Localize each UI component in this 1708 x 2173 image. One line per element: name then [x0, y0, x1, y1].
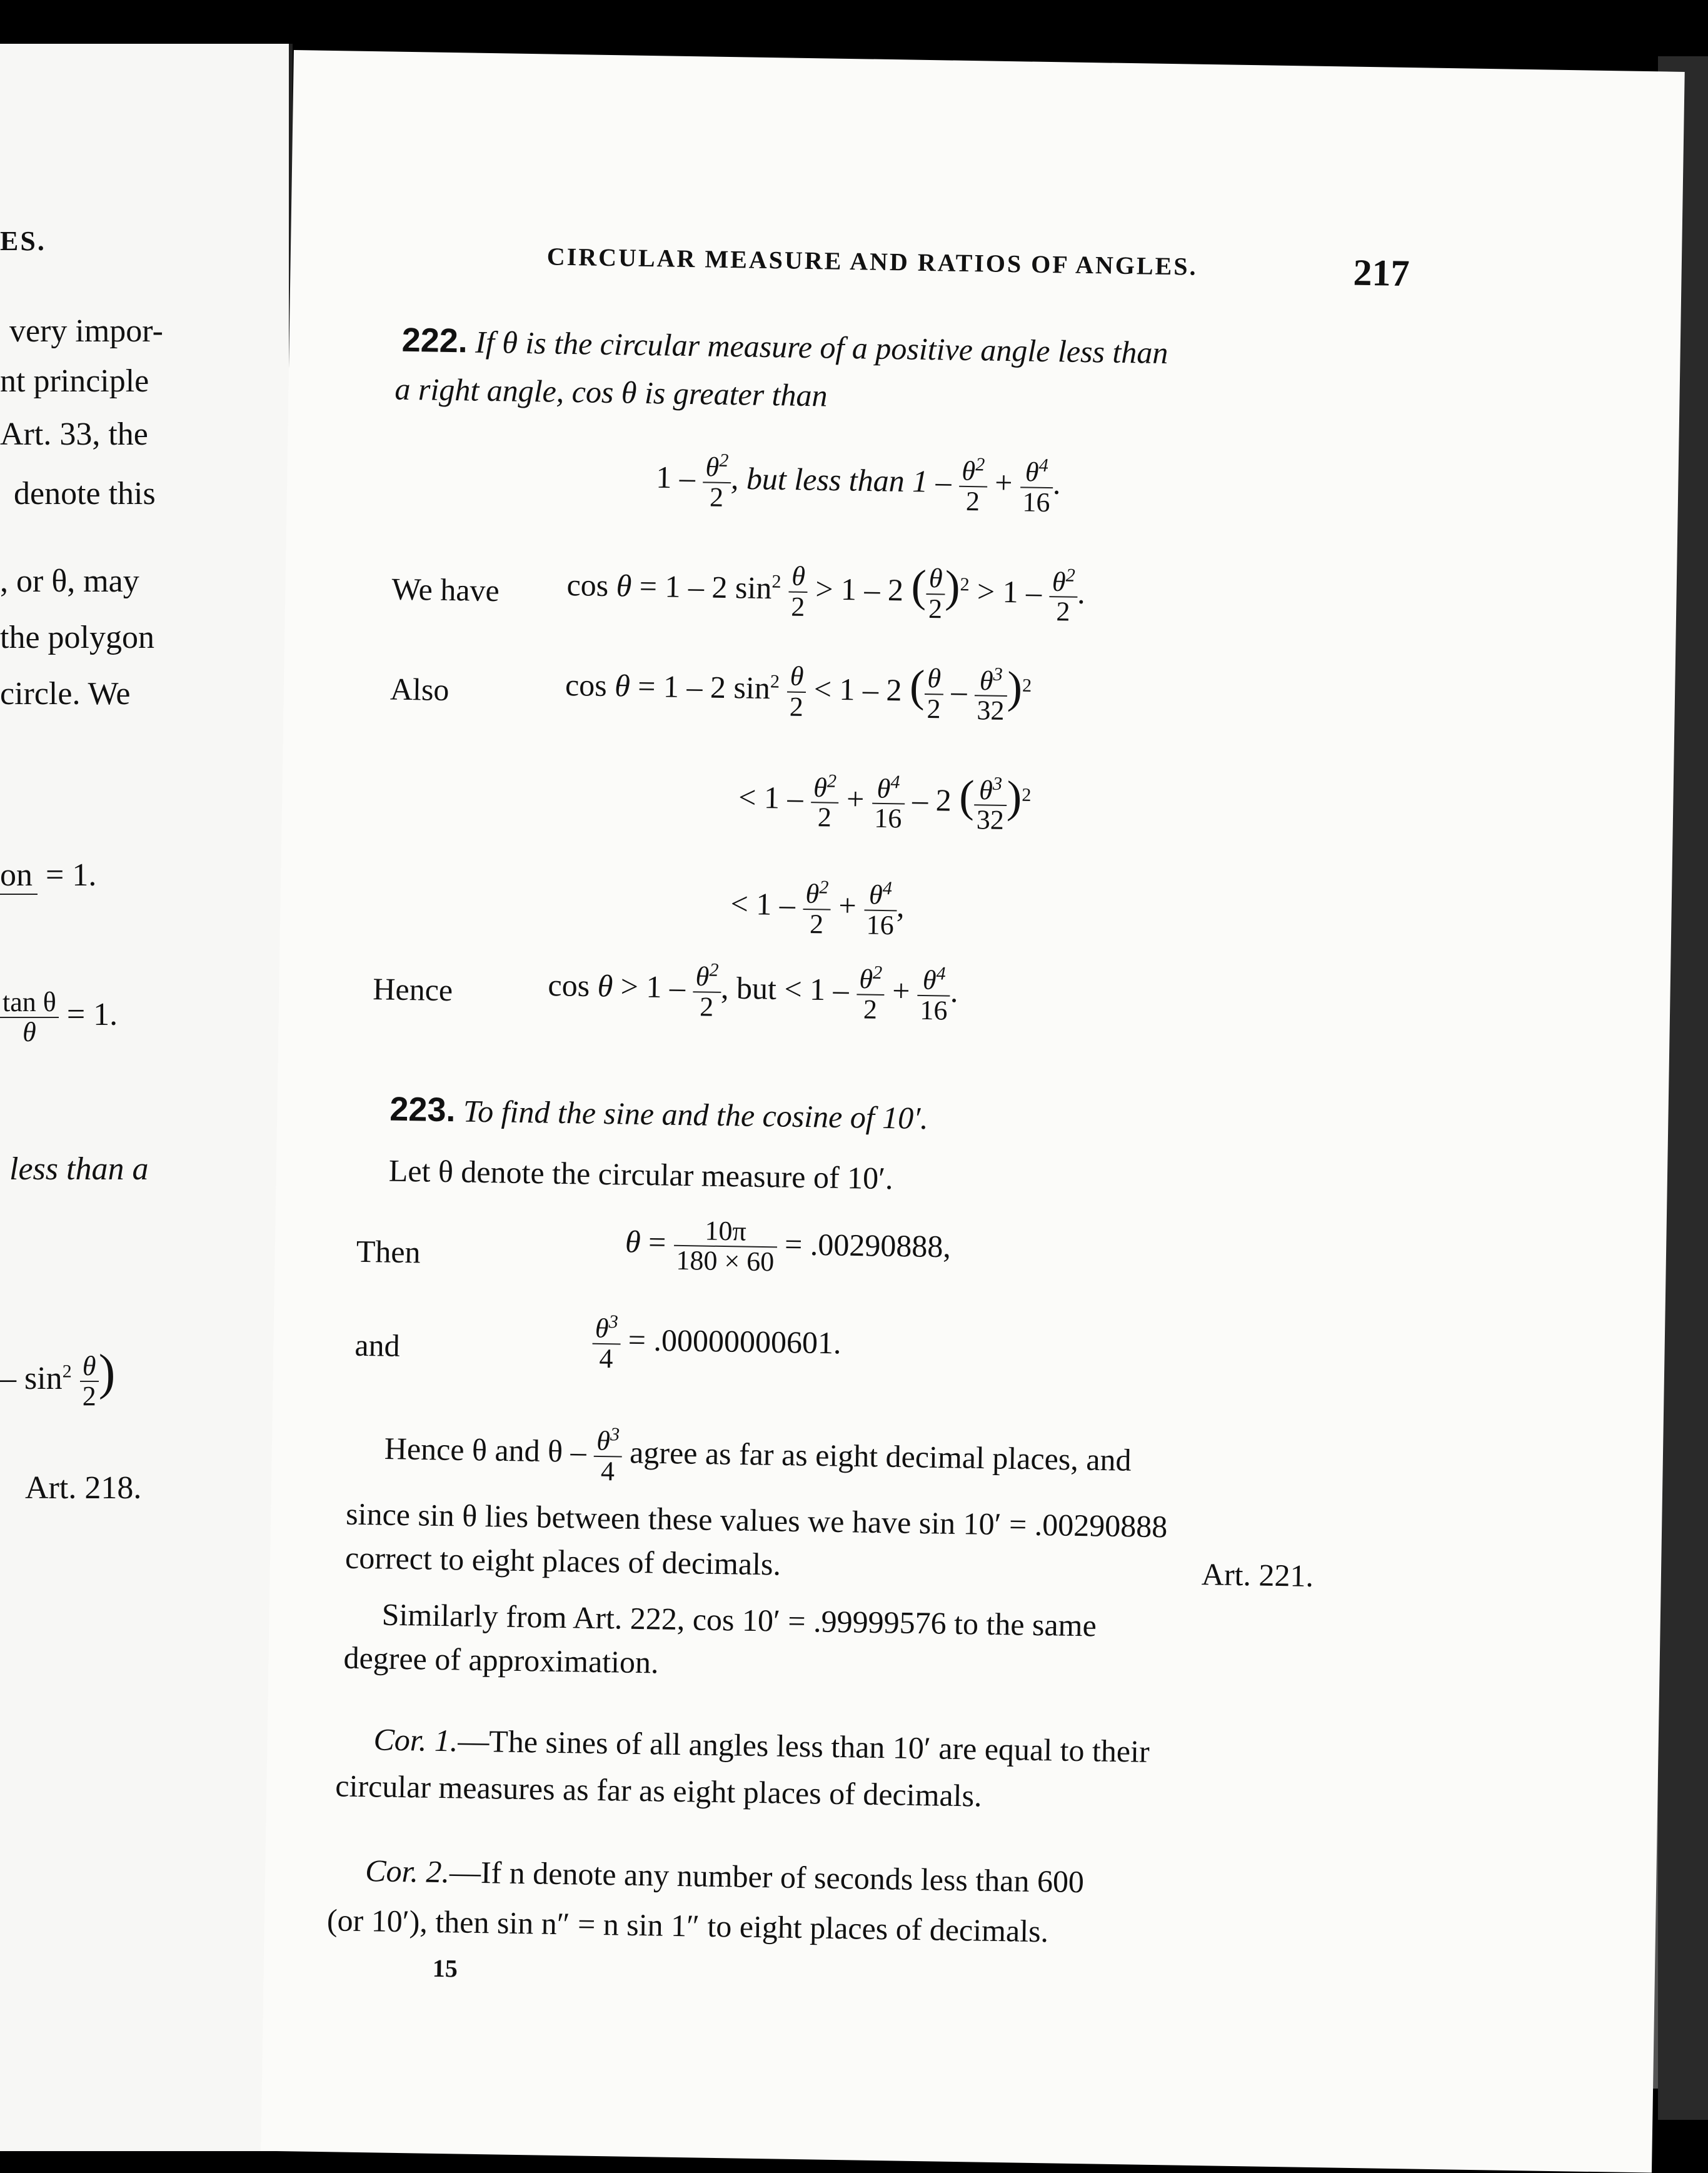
left-line-6: the polygon: [0, 620, 154, 655]
left-sin-num: θ: [80, 1352, 99, 1382]
left-page: [0, 44, 293, 2151]
left-eq2-num: tan θ: [0, 988, 59, 1018]
left-sin-text: – sin: [0, 1361, 63, 1396]
art222-statement-1: If θ is the circular measure of a positive angle less than: [475, 324, 1168, 371]
also-eq-1: cos θ = 1 – 2 $\sin^2$ $\frac{\theta}{2}$ < 1 – 2 ( $\frac{\theta}{2}$ – $\frac{\theta^3}{32}$ )$^2$: [565, 660, 1032, 727]
cor2-line1: [365, 1852, 1085, 1900]
art222-display: 1 – $\frac{\theta^2}{2}$ , but less than 1 – $\frac{\theta^2}{2}$ + $\frac{\theta^4}{16}$ .: [655, 450, 1061, 518]
para1-a: Hence θ and θ –: [384, 1431, 587, 1470]
art222-statement-line1: [401, 321, 1168, 371]
left-line-1: very impor-: [9, 313, 163, 349]
we-have-eq: cos θ = 1 – 2 $\sin^2$ $\frac{\theta}{2}$ > 1 – 2 ( $\frac{\theta}{2}$ )$^2$ > 1 – $\frac{\theta^2}{2}$ .: [566, 560, 1086, 627]
left-eq1: [0, 857, 96, 895]
left-sin-den: 2: [82, 1381, 96, 1412]
cor2-text: —If n denote any number of seconds less than 600: [449, 1854, 1085, 1900]
left-eq2-den: θ: [23, 1017, 36, 1048]
art223-number: 223.: [389, 1090, 456, 1129]
left-line-4: denote this: [14, 476, 156, 512]
cor2-line2: (or 10′), then sin n″ = n sin 1″ to eight places of decimals.: [326, 1902, 1049, 1949]
theta-num: 10π: [674, 1216, 778, 1248]
art222-statement-line2: a right angle, cos θ is greater than: [394, 371, 828, 413]
left-header: ES.: [0, 226, 46, 256]
then-label: Then: [356, 1233, 421, 1270]
cor1-text: —The sines of all angles less than 10′ are equal to their: [457, 1723, 1150, 1769]
cor1-label: Cor. 1.: [373, 1722, 458, 1758]
left-eq2: [0, 988, 118, 1047]
art222-number: 222.: [401, 321, 468, 360]
left-line-2: nt principle: [0, 363, 149, 399]
hence-but: , but < 1 –: [720, 970, 850, 1007]
left-line-7: circle. We: [0, 676, 131, 712]
hence-label: Hence: [372, 971, 453, 1008]
theta-den: 180 × 60: [676, 1245, 775, 1278]
para1-line3: correct to eight places of decimals.: [344, 1540, 781, 1582]
running-header: CIRCULAR MEASURE AND RATIOS OF ANGLES.: [546, 242, 1198, 281]
right-page: [261, 50, 1685, 2173]
also-eq-3: < 1 – $\frac{\theta^2}{2}$ + $\frac{\theta^4}{16}$ ,: [730, 877, 905, 941]
left-sin-frac: [80, 1352, 99, 1411]
para2-line1: Similarly from Art. 222, cos 10′ = .99999576 to the same: [381, 1596, 1097, 1643]
also-eq-2: < 1 – $\frac{\theta^2}{2}$ + $\frac{\theta^4}{16}$ – 2 ( $\frac{\theta^3}{32}$ )$^2$: [738, 770, 1032, 836]
left-eq2-rhs: = 1.: [66, 997, 118, 1033]
theta-val: = .00290888,: [784, 1226, 952, 1264]
cube-val: = .00000000601.: [628, 1322, 841, 1361]
left-eq1-rhs: = 1.: [46, 857, 97, 893]
and-label: and: [354, 1327, 401, 1363]
left-eq2-frac: [0, 988, 59, 1047]
art223-heading: [389, 1090, 928, 1137]
left-eq1-top: on: [0, 857, 38, 895]
para1-line2: since sin θ lies between these values we have sin 10′ = .00290888: [345, 1496, 1168, 1545]
left-line-5: , or θ, may: [0, 563, 139, 599]
cube-eq: $\frac{\theta^3}{4}$ = .00000000601.: [592, 1312, 841, 1377]
cor2-label: Cor. 2.: [364, 1853, 450, 1890]
display-left: 1 –: [655, 459, 696, 495]
para1-b: agree as far as eight decimal places, and: [629, 1434, 1132, 1478]
para1-line1: Hence θ and θ – $\frac{\theta^3}{4}$ agree as far as eight decimal places, and: [384, 1424, 1132, 1487]
left-art-ref: Art. 218.: [25, 1470, 142, 1506]
para1-ref: Art. 221.: [1201, 1556, 1314, 1593]
art223-let: Let θ denote the circular measure of 10′.: [388, 1152, 893, 1196]
also-label: Also: [389, 671, 450, 708]
display-mid: , but less than 1 –: [730, 460, 952, 500]
cor1-line2: circular measures as far as eight places of decimals.: [334, 1768, 982, 1813]
theta-eq: θ = $\frac{10\pi}{180 \times 60}$ = .00290888,: [625, 1215, 952, 1278]
left-sin-expr: – $\sin^2$ $\frac{\theta}{2}$ ): [0, 1345, 116, 1412]
page-number: 217: [1353, 251, 1410, 295]
hence-eq: cos θ > 1 – $\frac{\theta^2}{2}$ , but < 1 – $\frac{\theta^2}{2}$ + $\frac{\theta^4}{16}$ .: [548, 959, 958, 1026]
signature-mark: 15: [432, 1954, 458, 1983]
art223-title: To find the sine and the cosine of 10′.: [463, 1093, 929, 1136]
we-have-label: We have: [391, 571, 500, 608]
left-line-3: Art. 33, the: [0, 416, 148, 452]
cor1-line1: [373, 1721, 1150, 1769]
para2-line2: degree of approximation.: [343, 1640, 659, 1680]
left-less-than: less than a: [9, 1151, 149, 1187]
